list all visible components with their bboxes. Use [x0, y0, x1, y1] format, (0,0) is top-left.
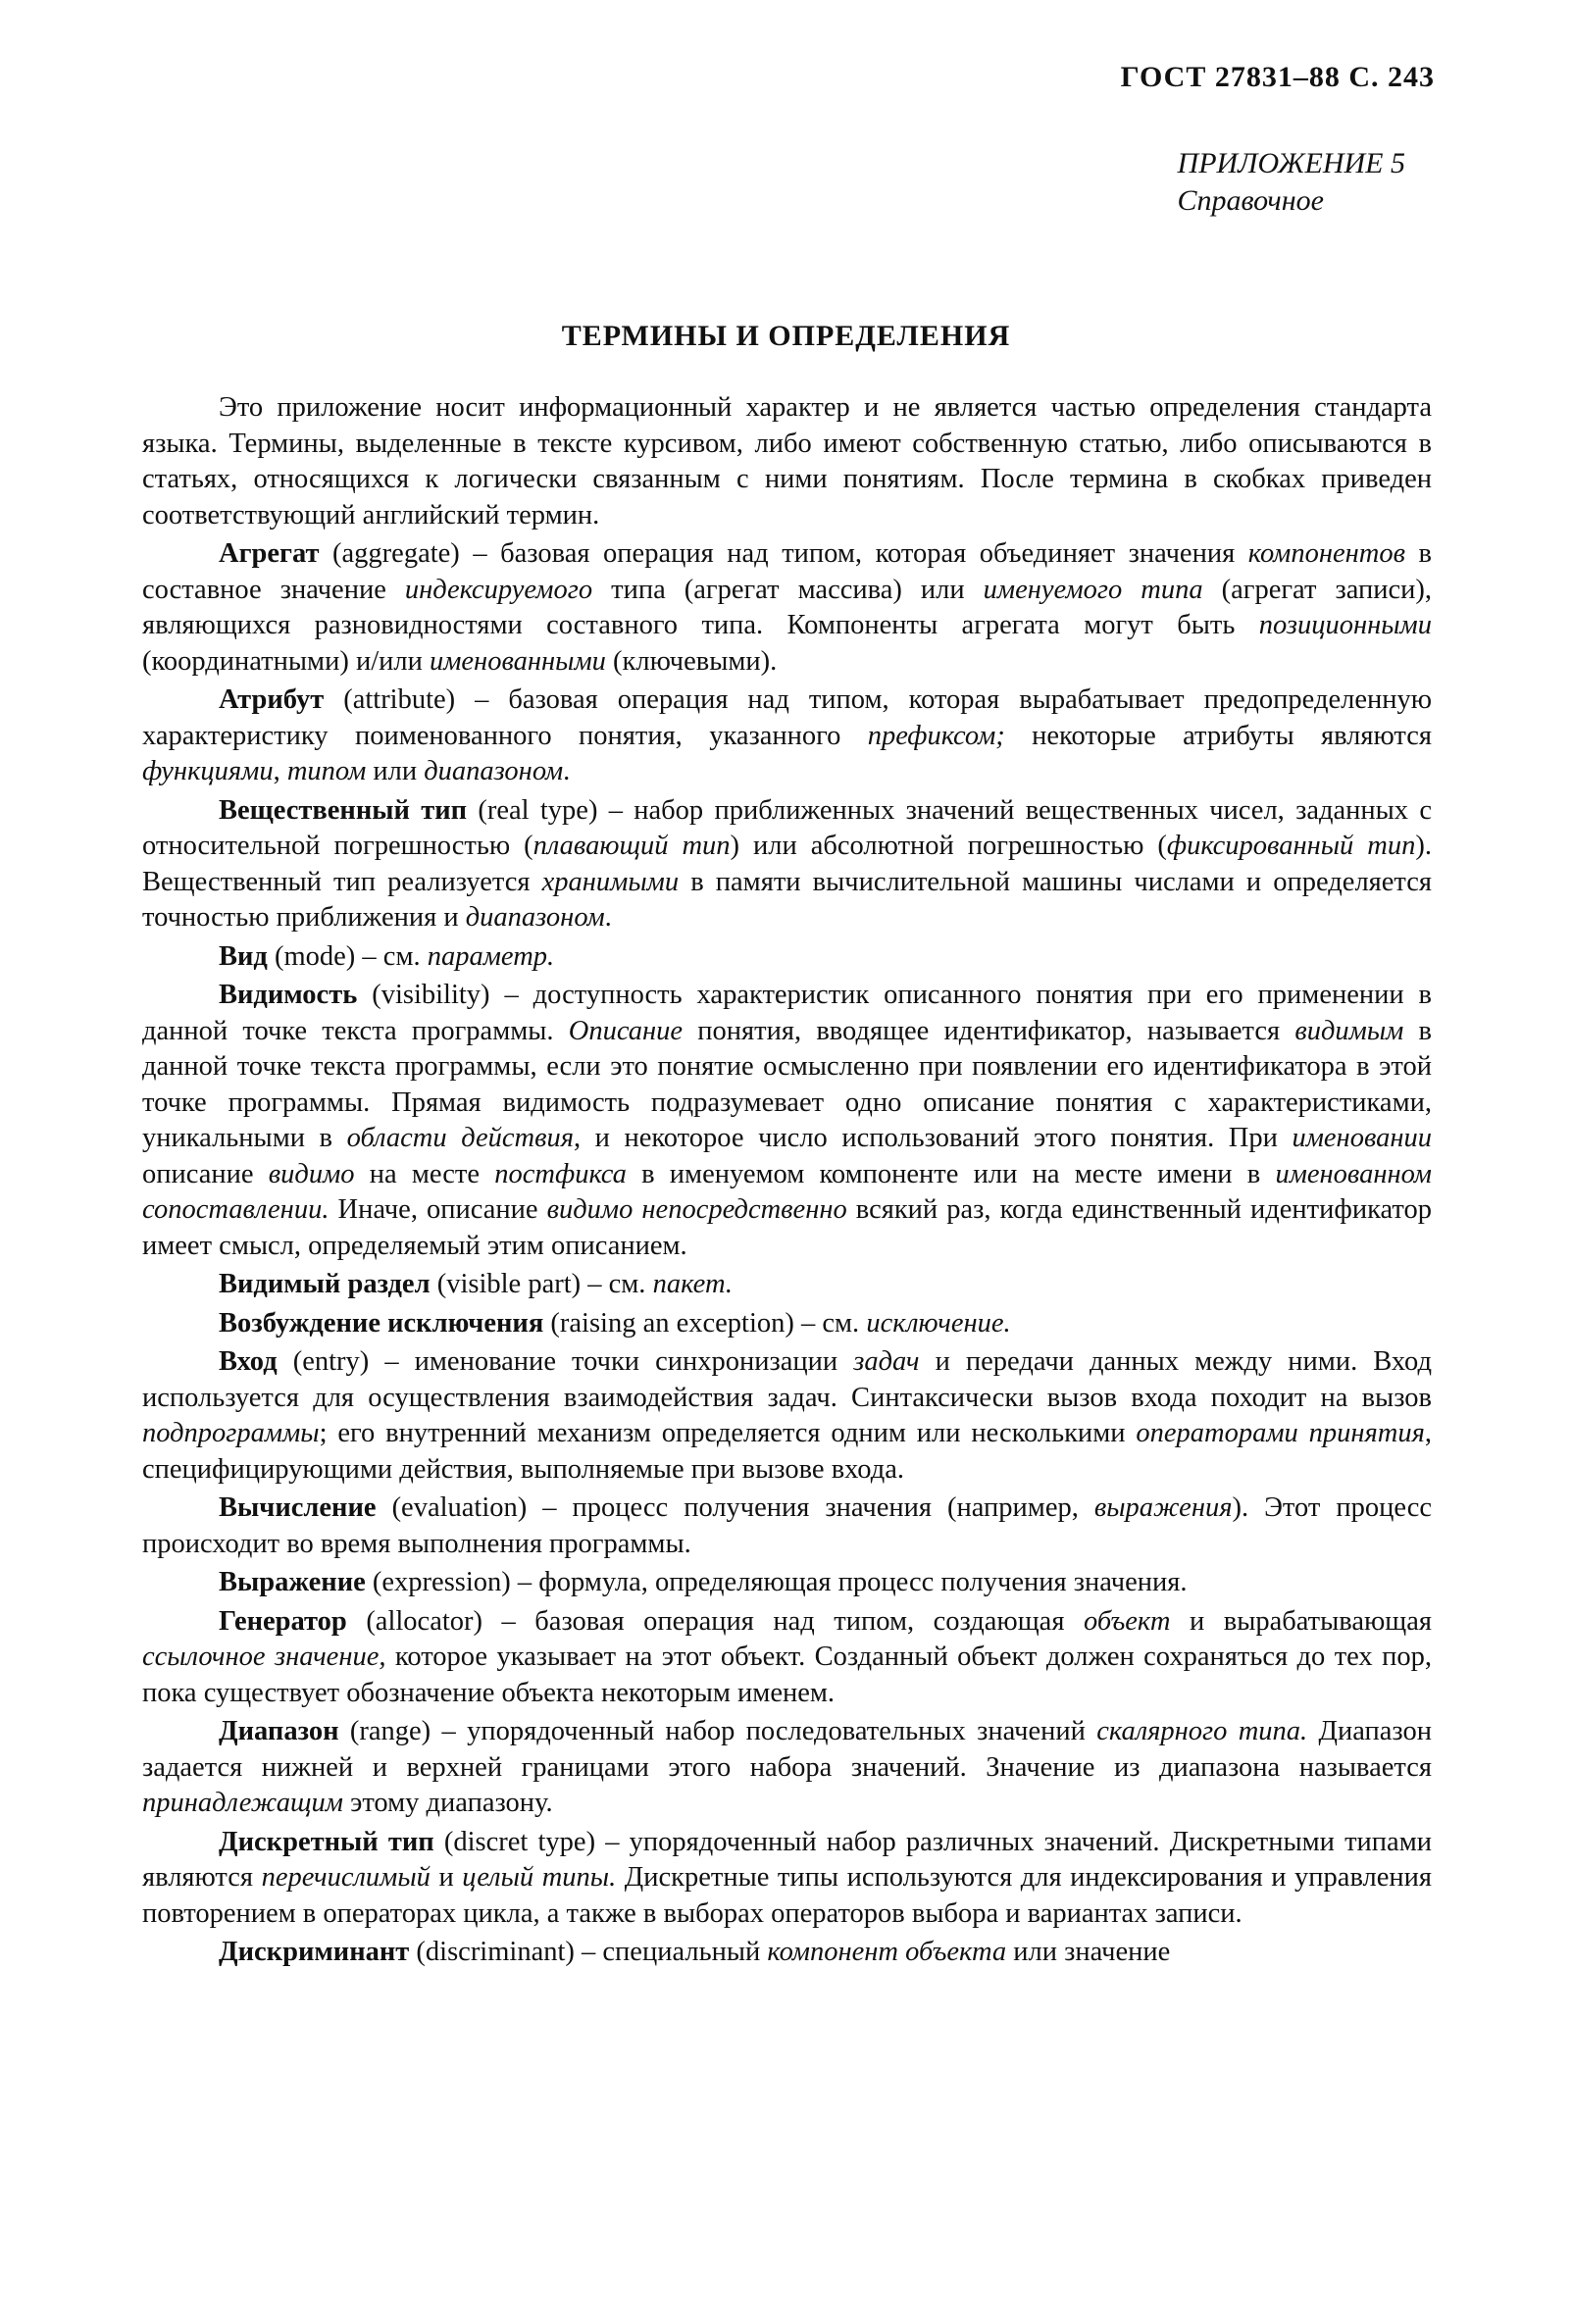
- def-text: ) или абсолютной погрешностью (: [730, 831, 1167, 861]
- def-italic: плавающий тип: [532, 831, 731, 861]
- def-text: на месте: [354, 1158, 495, 1189]
- term-range: Диапазон: [219, 1716, 339, 1746]
- def-italic: именовании: [1292, 1123, 1433, 1153]
- term-en-expression: (expression): [372, 1567, 511, 1597]
- term-visible-part: Видимый раздел: [219, 1269, 431, 1299]
- def-italic: объект: [1083, 1605, 1171, 1637]
- def-italic: задач: [853, 1346, 920, 1377]
- def-text: , и некоторое число использований этого понятия. При: [573, 1123, 1293, 1153]
- def-text: (агрегат записи), являющихся разновидностями составного типа. Компоненты агрегата могут быть: [142, 574, 1432, 640]
- def-text: этому диапазону.: [342, 1788, 553, 1818]
- def-italic: целый типы.: [462, 1862, 617, 1893]
- def-text: ,: [273, 756, 287, 786]
- def-text: – см.: [581, 1269, 653, 1299]
- term-en-real-type: (real type): [478, 794, 598, 826]
- def-text: , специфицирующими действия, выполняемые при вызове входа.: [142, 1418, 1432, 1485]
- term-en-visible-part: (visible part): [436, 1269, 582, 1299]
- def-italic: фиксированный тип: [1166, 831, 1416, 861]
- def-italic: подпрограммы: [142, 1418, 320, 1448]
- def-text: – специальный: [574, 1937, 768, 1967]
- term-en-raising: (raising an exception): [550, 1307, 794, 1339]
- def-text: которое указывает на этот объект. Созданный объект должен сохраняться до тех пор, пока существует обозначение объекта некоторым именем.: [142, 1642, 1432, 1708]
- term-entry-range: [142, 1714, 1432, 1822]
- def-italic: префиксом;: [867, 720, 1005, 751]
- term-real-type: Вещественный тип: [219, 794, 468, 826]
- term-entry-real-type: [142, 793, 1432, 936]
- def-italic: компонентов: [1247, 538, 1405, 569]
- def-text: – упорядоченный набор последовательных значений: [431, 1716, 1097, 1746]
- term-en-visibility: (visibility): [372, 980, 490, 1010]
- term-attribute: Атрибут: [219, 684, 325, 715]
- def-text: в памяти вычислительной машины числами и определяется точностью приближения и: [142, 866, 1432, 933]
- term-en-entry: (entry): [292, 1346, 370, 1377]
- term-aggregate: Агрегат: [219, 538, 320, 569]
- def-text: (координатными) и/или: [142, 645, 430, 677]
- term-entry-entry: [142, 1344, 1432, 1488]
- term-entry-visibility: [142, 978, 1432, 1264]
- def-text: в данной точке текста программы, если это понятие осмысленно при появлении его идентификатора в этой точке программы. Прямая видимость подразумевает одно описание понятия с характеристиками, уникальными в: [142, 1015, 1432, 1153]
- term-entry-discrete-type: [142, 1825, 1432, 1933]
- def-italic: пакет.: [652, 1269, 734, 1299]
- def-text: в именуемом компоненте или на месте имени в: [626, 1158, 1276, 1189]
- def-text: понятия, вводящее идентификатор, называется: [683, 1015, 1295, 1046]
- def-italic: видимо непосредственно: [546, 1194, 847, 1225]
- term-entry-evaluation: [142, 1490, 1432, 1562]
- term-expression: Выражение: [219, 1567, 366, 1597]
- def-italic: компонент объекта: [767, 1937, 1007, 1967]
- term-entry-expression: [142, 1565, 1432, 1601]
- term-entry-visible-part: [142, 1267, 1432, 1303]
- def-text: Иначе, описание: [329, 1194, 547, 1225]
- intro-text: Это приложение носит информационный характер и не является частью определения стандарта языка. Термины, выделенные в тексте курсивом, либо имеют собственную статью, либо описываются в статьях, относящихся к логически связанным с ними понятиям. После термина в скобках приведен соответствующий английский термин.: [142, 392, 1432, 530]
- term-en-range: (range): [349, 1716, 431, 1746]
- appendix-label-block: [1178, 145, 1405, 220]
- term-en-evaluation: (evaluation): [391, 1492, 528, 1523]
- term-entry-attribute: [142, 682, 1432, 790]
- def-text: – доступность характеристик описанного понятия при его применении в данной точке текста программы.: [142, 980, 1432, 1046]
- def-text: – именование точки синхронизации: [369, 1346, 854, 1377]
- def-text: – см.: [793, 1307, 867, 1339]
- appendix-label: ПРИЛОЖЕНИЕ 5: [1177, 147, 1405, 179]
- def-text: и передачи данных между ними. Вход используется для осуществления взаимодействия задач. Синтаксически вызов входа походит на вызов: [142, 1346, 1432, 1413]
- term-entry-aggregate: [142, 536, 1432, 680]
- def-text: – базовая операция над типом, которая вырабатывает предопределенную характеристику поименованного понятия, указанного: [142, 684, 1433, 751]
- def-text: Дискретные типы используются для индексирования и управления повторением в операторах цикла, а также в выборах операторов выбора и вариантах записи.: [142, 1862, 1433, 1929]
- def-italic: именованными: [429, 645, 606, 677]
- def-text: описание: [142, 1158, 269, 1189]
- term-entry: Вход: [219, 1346, 278, 1377]
- def-italic: хранимыми: [541, 866, 680, 897]
- def-italic: параметр.: [427, 940, 555, 972]
- term-discriminant: Дискриминант: [219, 1937, 410, 1967]
- def-text: ). Вещественный тип реализуется: [142, 831, 1432, 897]
- term-en-attribute: (attribute): [343, 684, 456, 715]
- def-italic: именуемого типа: [983, 574, 1203, 605]
- def-text: или значение: [1006, 1937, 1171, 1967]
- term-entry-mode: [142, 939, 1432, 976]
- def-italic: исключение.: [866, 1307, 1011, 1339]
- term-en-allocator: (allocator): [366, 1605, 482, 1637]
- def-text: – базовая операция над типом, создающая: [482, 1605, 1084, 1637]
- def-text: – набор приближенных значений вещественных чисел, заданных с относительной погрешностью (: [142, 794, 1433, 861]
- def-text: или: [366, 756, 425, 786]
- term-entry-discriminant: [142, 1935, 1432, 1971]
- def-italic: индексируемого: [404, 574, 593, 605]
- def-italic: именованном сопоставлении.: [142, 1158, 1432, 1225]
- term-visibility: Видимость: [219, 980, 358, 1010]
- def-text: типа (агрегат массива) или: [592, 574, 984, 605]
- def-italic: постфикса: [494, 1158, 627, 1189]
- def-italic: диапазоном: [424, 756, 564, 786]
- term-raising: Возбуждение исключения: [219, 1307, 544, 1339]
- def-italic: области действия: [346, 1123, 574, 1153]
- term-evaluation: Вычисление: [219, 1492, 377, 1523]
- term-allocator: Генератор: [219, 1605, 347, 1637]
- def-italic: функциями: [142, 756, 274, 786]
- def-text: – процесс получения значения (например,: [527, 1492, 1094, 1523]
- term-entry-raising: [142, 1306, 1432, 1342]
- page-title: ТЕРМИНЫ И ОПРЕДЕЛЕНИЯ: [561, 320, 1011, 352]
- intro-paragraph: [142, 390, 1432, 533]
- def-text: – упорядоченный набор различных значений. Дискретными типами являются: [142, 1826, 1432, 1893]
- def-italic: видимым: [1294, 1015, 1404, 1046]
- term-discrete-type: Дискретный тип: [219, 1826, 434, 1857]
- def-text: ). Этот процесс происходит во время выполнения программы.: [142, 1492, 1432, 1559]
- term-en-aggregate: (aggregate): [332, 538, 460, 569]
- def-italic: выражения: [1093, 1492, 1233, 1523]
- def-italic: перечислимый: [261, 1862, 431, 1893]
- term-en-discriminant: (discriminant): [416, 1937, 575, 1967]
- term-en-mode: (mode): [274, 940, 356, 972]
- def-italic: операторами принятия: [1136, 1418, 1425, 1448]
- def-text: и вырабатывающая: [1170, 1605, 1433, 1637]
- def-text: – см.: [355, 940, 428, 972]
- def-text: – формула, определяющая процесс получения значения.: [510, 1567, 1188, 1597]
- def-italic: принадлежащим: [142, 1788, 343, 1818]
- def-text: .: [563, 756, 571, 786]
- def-italic: диапазоном: [465, 902, 605, 933]
- document-body: [142, 390, 1432, 1974]
- page-header-reference: ГОСТ 27831–88 С. 243: [1120, 61, 1435, 93]
- def-text: некоторые атрибуты являются: [1004, 720, 1432, 751]
- term-en-discrete-type: (discret type): [443, 1826, 596, 1857]
- def-text: ; его внутренний механизм определяется одним или несколькими: [319, 1418, 1137, 1448]
- term-mode: Вид: [219, 940, 268, 972]
- def-italic: видимо: [268, 1158, 355, 1189]
- def-text: .: [604, 902, 612, 933]
- def-text: и: [430, 1862, 463, 1893]
- def-text: – базовая операция над типом, которая объединяет значения: [459, 538, 1248, 569]
- def-italic: Описание: [568, 1015, 684, 1046]
- def-italic: типом: [286, 756, 367, 786]
- def-italic: ссылочное значение,: [142, 1642, 386, 1672]
- def-italic: скалярного типа.: [1096, 1716, 1308, 1746]
- def-text: (ключевыми).: [605, 645, 778, 677]
- def-text: Диапазон задается нижней и верхней границами этого набора значений. Значение из диапазона называется: [142, 1716, 1432, 1783]
- appendix-type: Справочное: [1177, 184, 1324, 217]
- def-text: в составное значение: [142, 538, 1433, 605]
- def-italic: позиционными: [1258, 610, 1432, 640]
- def-text: всякий раз, когда единственный идентификатор имеет смысл, определяемый этим описанием.: [142, 1194, 1432, 1261]
- term-entry-allocator: [142, 1604, 1432, 1712]
